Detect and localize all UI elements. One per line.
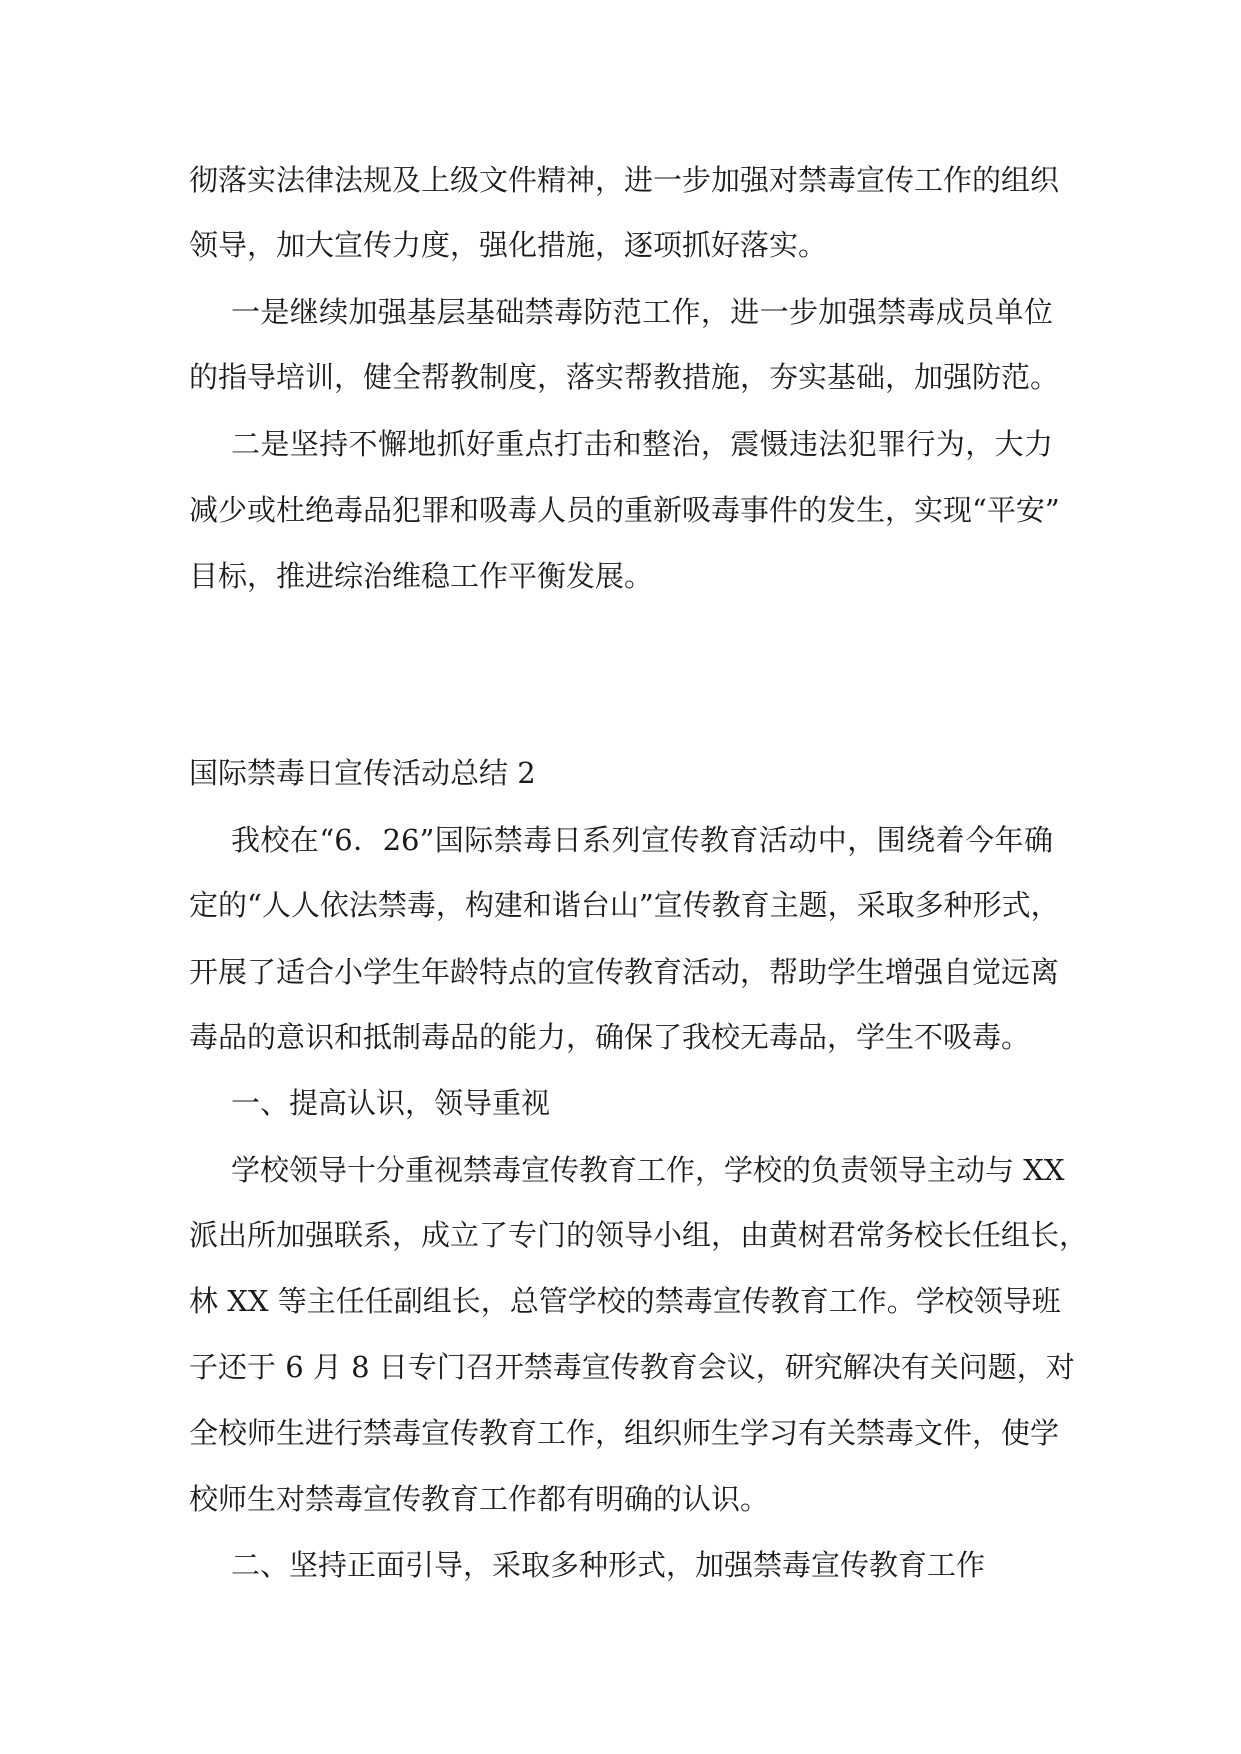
heading-one-body-line: 子还于 6 月 8 日专门召开禁毒宣传教育会议，研究解决有关问题，对 [189,1350,1075,1384]
point-one-line: 的指导培训，健全帮教制度，落实帮教措施，夯实基础，加强防范。 [189,360,1060,394]
heading-one-body-line: 林 XX 等主任任副组长，总管学校的禁毒宣传教育工作。学校领导班 [189,1284,1061,1318]
heading-one-body-line: 全校师生进行禁毒宣传教育工作，组织师生学习有关禁毒文件，使学 [189,1416,1060,1450]
section-title: 国际禁毒日宣传活动总结 2 [189,756,536,790]
heading-one: 一、提高认识，领导重视 [231,1086,551,1120]
heading-one-body-line: 派出所加强联系，成立了专门的领导小组，由黄树君常务校长任组长， [189,1218,1089,1252]
heading-two: 二、坚持正面引导，采取多种形式，加强禁毒宣传教育工作 [231,1548,986,1582]
section-intro-line: 定的“人人依法禁毒，构建和谐台山”宣传教育主题，采取多种形式， [189,888,1060,922]
point-two-line: 二是坚持不懈地抓好重点打击和整治，震慑违法犯罪行为，大力 [231,427,1053,461]
section-intro-line: 毒品的意识和抵制毒品的能力，确保了我校无毒品，学生不吸毒。 [189,1020,1031,1054]
intro-paragraph-line: 彻落实法律法规及上级文件精神，进一步加强对禁毒宣传工作的组织 [189,163,1060,197]
intro-paragraph-line: 领导，加大宣传力度，强化措施，逐项抓好落实。 [189,228,828,262]
heading-one-body-line: 学校领导十分重视禁毒宣传教育工作，学校的负责领导主动与 XX [231,1153,1065,1187]
point-one-line: 一是继续加强基层基础禁毒防范工作，进一步加强禁毒成员单位 [231,295,1053,329]
section-intro-line: 开展了适合小学生年龄特点的宣传教育活动，帮助学生增强自觉远离 [189,955,1060,989]
point-two-line: 减少或杜绝毒品犯罪和吸毒人员的重新吸毒事件的发生，实现“平安” [189,493,1060,527]
section-intro-line: 我校在“6．26”国际禁毒日系列宣传教育活动中，围绕着今年确 [231,823,1053,857]
heading-one-body-line: 校师生对禁毒宣传教育工作都有明确的认识。 [189,1482,770,1516]
point-two-line: 目标，推进综治维稳工作平衡发展。 [189,559,654,593]
